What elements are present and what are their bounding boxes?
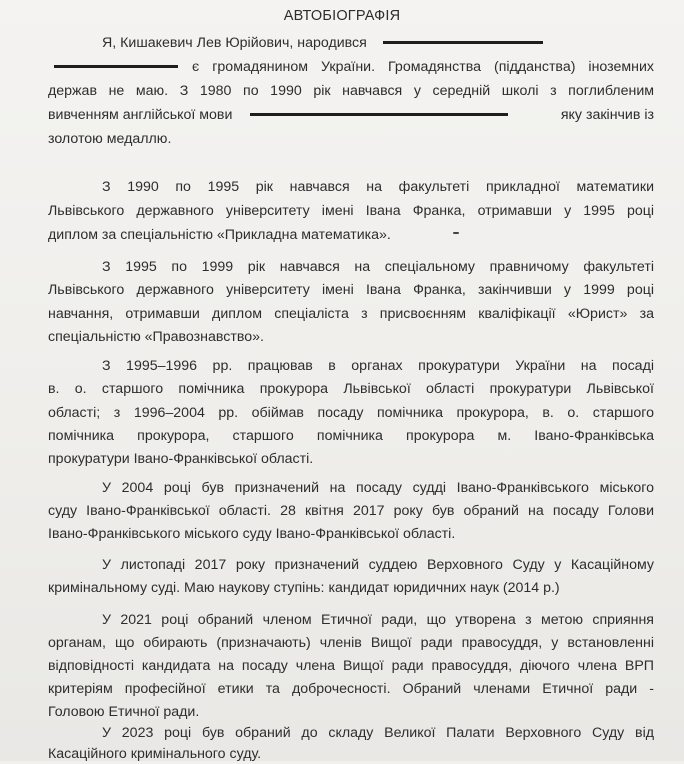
- text-line: держав не маю. З 1980 по 1990 рік навчався у середній школі з поглибленим: [48, 83, 654, 99]
- text-span: є громадянином України. Громадянства (підданства) іноземних: [192, 59, 654, 75]
- text-span: вивченням англійської мови: [48, 107, 233, 123]
- text-line: У 2021 році обраний членом Етичної ради, що утворена з метою сприяння: [102, 612, 654, 628]
- text-line: З 1990 по 1995 рік навчався на факультеті прикладної математики: [102, 179, 654, 195]
- text-line: У 2023 році був обраний до складу Великої Палати Верховного Суду від: [102, 725, 654, 741]
- ink-speck: [453, 232, 459, 234]
- text-line: золотою медаллю.: [48, 131, 172, 147]
- text-line: З 1995–1996 рр. працював в органах прокуратури України на посаді: [102, 358, 654, 374]
- text-line: З 1995 по 1999 рік навчався на спеціальному правничому факультеті: [102, 259, 654, 275]
- redaction-bar: [54, 65, 178, 68]
- redaction-bar: [383, 41, 543, 44]
- text-line: Касаційного кримінального суду.: [48, 746, 262, 762]
- text-line: критеріям професійної етики та доброчесності. Обраний членами Етичної ради -: [48, 681, 654, 697]
- text-line: органам, що обирають (призначають) членів Вищої ради правосуддя, у встановленні: [48, 635, 654, 651]
- text-span: Я, Кишакевич Лев Юрійович, народився: [102, 35, 367, 51]
- text-line: прокуратури Івано-Франківської області.: [48, 451, 314, 467]
- text-line: помічника прокурора, старшого помічника прокурора м. Івано-Франківська: [48, 428, 654, 444]
- redaction-bar: [250, 113, 508, 116]
- text-line: кримінальному суді. Маю наукову ступінь: кандидат юридичних наук (2014 р.): [48, 580, 560, 596]
- text-line: [102, 33, 654, 53]
- text-line: відповідності кандидата на посаду члена Вищої ради правосуддя, діючого члена ВРП: [48, 658, 654, 674]
- text-line: спеціальністю «Правознавство».: [48, 329, 264, 345]
- text-line: [48, 105, 654, 125]
- text-span: яку закінчив із: [560, 107, 654, 123]
- text-line: суду Івано-Франківської області. 28 квітня 2017 року був обраний на посаду Голови: [48, 503, 654, 519]
- text-line: Головою Етичної ради.: [48, 704, 200, 720]
- document-title: АВТОБІОГРАФІЯ: [283, 8, 401, 24]
- text-line: області; з 1996–2004 рр. обіймав посаду помічника прокурора, в. о. старшого: [48, 405, 654, 421]
- text-line: в. о. старшого помічника прокурора Львівської області прокуратури Львівської: [48, 381, 654, 397]
- text-line: У 2004 році був призначений на посаду судді Івано-Франківського міського: [102, 480, 654, 496]
- text-line: У листопаді 2017 року призначений суддею Верховного Суду у Касаційному: [102, 557, 654, 573]
- text-line: Львівського державного університету імені Івана Франка, закінчивши у 1999 році: [48, 282, 654, 298]
- text-line: Львівського державного університету імені Івана Франка, отримавши у 1995 році: [48, 203, 654, 219]
- text-line: [48, 57, 654, 77]
- text-line: диплом за спеціальністю «Прикладна математика».: [48, 227, 391, 243]
- text-line: Івано-Франківського міського суду Івано-Франківської області.: [48, 526, 456, 542]
- text-line: навчання, отримавши диплом спеціаліста з присвоєнням кваліфікації «Юрист» за: [48, 306, 654, 322]
